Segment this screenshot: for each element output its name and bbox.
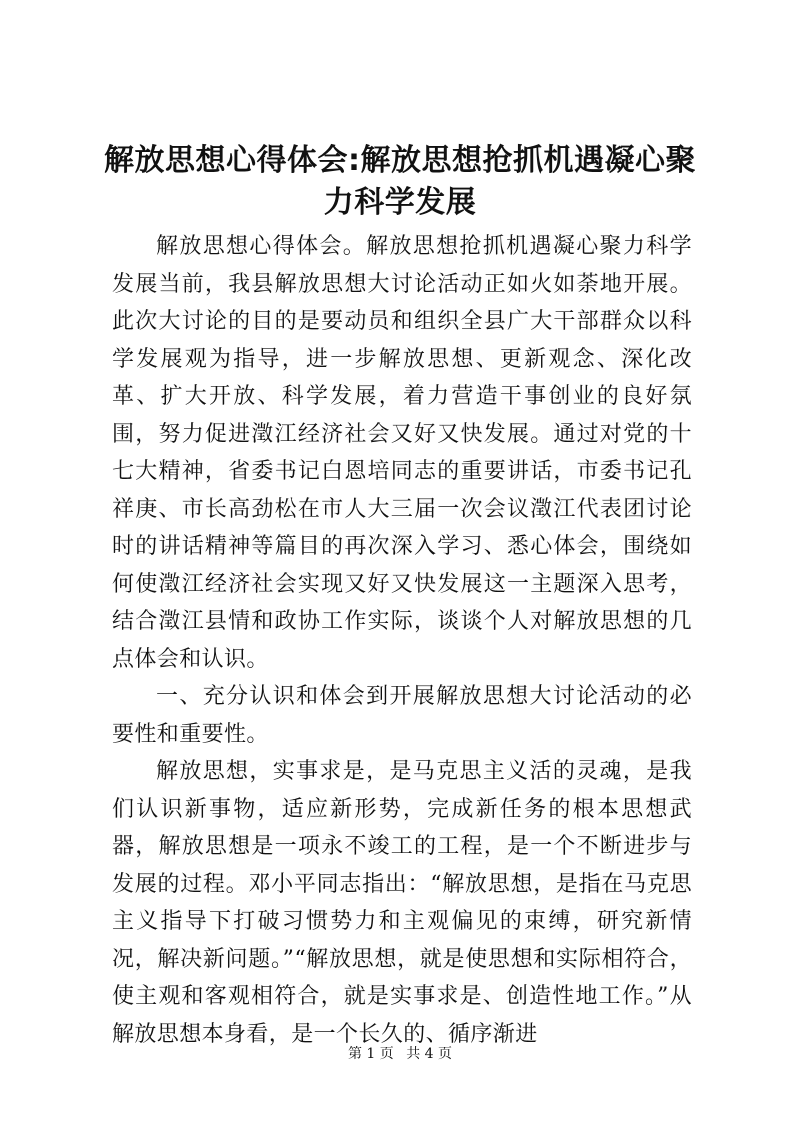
page-number: 第 1 页: [347, 1046, 394, 1062]
paragraph-emancipation: 解放思想，实事求是，是马克思主义活的灵魂，是我们认识新事物，适应新形势，完成新任务的根本思想武器，解放思想是一项永不竣工的工程，是一个不断进步与发展的过程。邓小平同志指出：“解放思想，是指在马克思主义指导下打破习惯势力和主观偏见的束缚，研究新情况，解决新问题。”“解放思想，就是使思想和实际相符合，使主观和客观相符合，就是实事求是、创造性地工作。”从解放思想本身看，是一个长久的、循序渐进: [112, 759, 692, 1047]
paragraph-heading-one: 一、充分认识和体会到开展解放思想大讨论活动的必要性和重要性。: [112, 684, 692, 747]
document-title: [100, 140, 700, 224]
document-body: [112, 228, 692, 1053]
title-line-1: 解放思想心得体会:解放思想抢抓机遇凝心聚: [104, 143, 696, 178]
title-line-2: 力科学发展: [323, 185, 477, 220]
page-footer: [0, 1044, 800, 1064]
page-total: 共 4 页: [406, 1046, 453, 1062]
paragraph-intro: 解放思想心得体会。解放思想抢抓机遇凝心聚力科学发展当前，我县解放思想大讨论活动正如火如荼地开展。此次大讨论的目的是要动员和组织全县广大干部群众以科学发展观为指导，进一步解放思想、更新观念、深化改革、扩大开放、科学发展，着力营造干事创业的良好氛围，努力促进澂江经济社会又好又快发展。通过对党的十七大精神，省委书记白恩培同志的重要讲话，市委书记孔祥庚、市长高劲松在市人大三届一次会议澂江代表团讨论时的讲话精神等篇目的再次深入学习、悉心体会，围绕如何使澂江经济社会实现又好又快发展这一主题深入思考，结合澂江县情和政协工作实际，谈谈个人对解放思想的几点体会和认识。: [112, 234, 692, 672]
